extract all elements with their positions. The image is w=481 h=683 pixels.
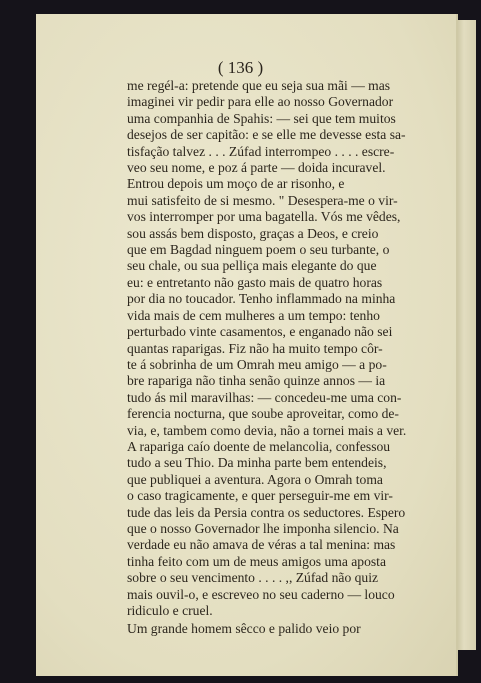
text-line: que em Bagdad ninguem poem o seu turbante, o: [127, 242, 390, 258]
text-line: que o nosso Governador lhe imponha silencio. Na: [127, 520, 399, 536]
text-line: mais ouvil-o, e escreveo no seu caderno — louco: [127, 586, 395, 602]
text-line: imaginei vir pedir para elle ao nosso Governador: [127, 94, 394, 110]
text-line: ferencia nocturna, que soube aproveitar, como de-: [127, 406, 399, 422]
text-line: quantas raparigas. Fiz não ha muito tempo côr-: [127, 340, 383, 356]
text-line: tinha feito com um de meus amigos uma aposta: [127, 553, 386, 569]
text-line: verdade eu não amava de véras a tal menina: mas: [127, 537, 396, 553]
text-line: sou assás bem disposto, graças a Deos, e creio: [127, 225, 379, 241]
text-line: veo seu nome, e poz á parte — doida incuravel.: [127, 160, 386, 176]
text-line: vos interromper por uma bagatella. Vós me vêdes,: [127, 209, 401, 225]
text-line: tudo a seu Thio. Da minha parte bem entendeis,: [127, 455, 387, 471]
text-line: via, e, tambem como devia, não a tornei mais a ver.: [127, 422, 407, 438]
text-line: Entrou depois um moço de ar risonho, e: [127, 176, 345, 192]
text-line: Um grande homem sêcco e palido veio por: [127, 621, 361, 637]
text-line: perturbado vinte casamentos, e enganado não sei: [127, 324, 393, 340]
text-line: por dia no toucador. Tenho inflammado na minha: [127, 291, 396, 307]
text-line: me regél-a: pretende que eu seja sua mãi — mas: [127, 78, 391, 93]
text-line: tude das leis da Persia contra os seductores. Espero: [127, 504, 406, 520]
text-line: seu chale, ou sua pelliça mais elegante do que: [127, 258, 377, 274]
text-line: mui satisfeito de si mesmo. " Desespera-me o vir-: [127, 192, 398, 208]
text-line: sobre o seu vencimento . . . . ,, Zúfad não quiz: [127, 570, 379, 586]
page-number: ( 136 ): [217, 58, 264, 77]
text-line: o caso tragicamente, e quer perseguir-me em vir-: [127, 488, 393, 504]
text-line: tisfação talvez . . . Zúfad interrompeo . . . . escre-: [127, 143, 395, 159]
text-line: bre rapariga não tinha senão quinze annos — ia: [127, 373, 386, 389]
text-line: desejos de ser capitão: e se elle me devesse esta sa-: [127, 127, 406, 143]
next-leaf-edge: [456, 20, 476, 650]
page-text: [127, 78, 419, 638]
text-line: vida mais de cem mulheres a um tempo: tenho: [127, 307, 380, 323]
text-line: ridiculo e cruel.: [127, 603, 213, 618]
text-line: te á sobrinha de um Omrah meu amigo — a po-: [127, 356, 387, 372]
text-line: tudo ás mil maravilhas: — concedeu-me uma con-: [127, 389, 402, 405]
text-line: que publiquei a aventura. Agora o Omrah toma: [127, 471, 383, 487]
text-line: A rapariga caío doente de melancolia, confessou: [127, 438, 391, 454]
text-line: eu: e entretanto não gasto mais de quatro horas: [127, 274, 383, 290]
text-line: uma companhia de Spahis: — sei que tem muitos: [127, 110, 396, 126]
